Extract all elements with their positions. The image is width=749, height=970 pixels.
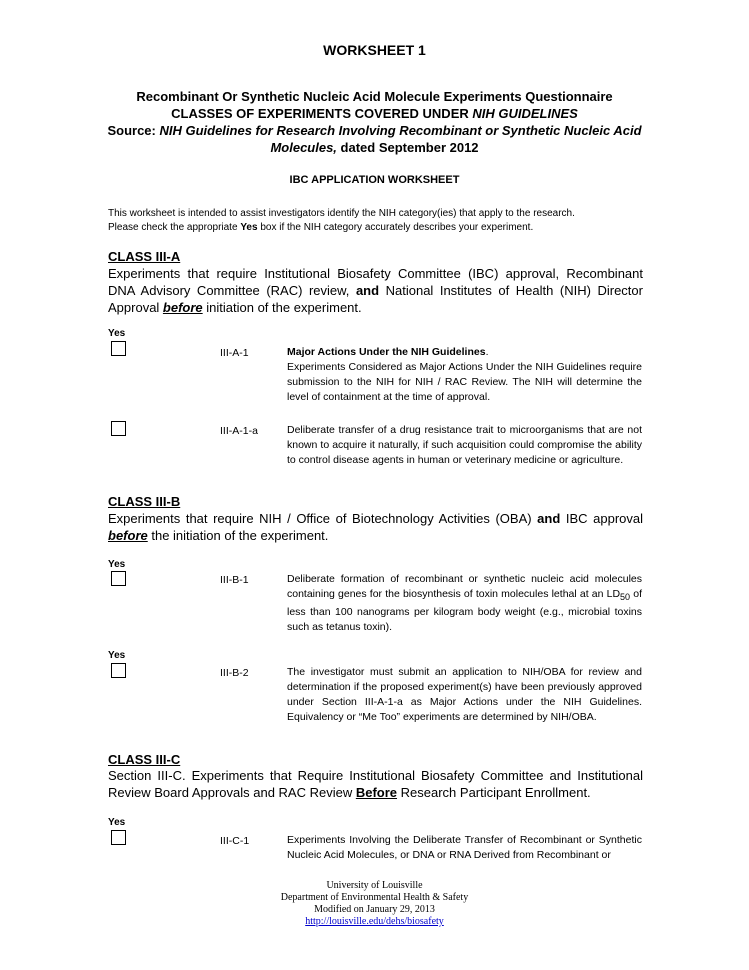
yes-label: Yes: [108, 559, 126, 570]
questionnaire-title: Recombinant Or Synthetic Nucleic Acid Molecule Experiments Questionnaire: [136, 89, 613, 104]
class-b-desc-3: the initiation of the experiment.: [147, 528, 329, 543]
class-b-desc-1: Experiments that require NIH / Office of Biotechnology Activities (OBA): [108, 511, 538, 526]
source-title-end: Molecules,: [270, 140, 337, 155]
intro-line-1: This worksheet is intended to assist investigators identify the NIH category(ies) that apply to the research.: [108, 208, 575, 219]
class-c-desc-1: Section III-C. Experiments that Require Institutional Biosafety Committee and Institutional Review Board Approvals and RAC Review: [108, 768, 643, 800]
intro-line-2: [108, 220, 533, 235]
checkbox-iii-c-1[interactable]: [111, 830, 126, 845]
class-a-desc-3: initiation of the experiment.: [202, 300, 362, 315]
class-iii-c-heading: CLASS III-C: [108, 752, 181, 767]
page-title: WORKSHEET 1: [323, 42, 426, 58]
class-iii-b-heading: CLASS III-B: [108, 494, 181, 509]
class-iii-c-description: [108, 767, 643, 801]
desc-iii-a-1-a: Deliberate transfer of a drug resistance trait to microorganisms that are not known to acquire it naturally, if such acquisition could compromise the ability to control disease agents in human or veterinary medicine or agriculture.: [287, 424, 642, 466]
class-a-before: before: [162, 300, 203, 315]
desc-iii-a-1: [287, 345, 642, 405]
checkbox-iii-b-1[interactable]: [111, 571, 126, 586]
class-iii-a-description: [108, 265, 643, 316]
code-iii-b-1: III-B-1: [220, 574, 249, 586]
yes-label: Yes: [108, 650, 126, 661]
desc-iii-a-1-title-end: .: [485, 346, 489, 358]
desc-iii-b-2: The investigator must submit an application to NIH/OBA for review and determination if the proposed experiment(s) have been previously approved under Section III-A-1-a as Major Actions under the NIH Guidelines. Equivalency or “Me Too” experiments are determined by NIH/OBA.: [287, 666, 642, 723]
source-date-line: [0, 139, 749, 156]
footer-department: Department of Environmental Health & Safety: [280, 892, 469, 903]
intro-yes-bold: Yes: [240, 222, 258, 233]
yes-label: Yes: [108, 328, 126, 339]
class-c-before: Before: [355, 785, 398, 800]
class-iii-a-heading: CLASS III-A: [108, 249, 181, 264]
desc-iii-c-1: Experiments Involving the Deliberate Transfer of Recombinant or Synthetic Nucleic Acid Molecules, or DNA or RNA Derived from Recombinant or: [287, 834, 642, 861]
desc-iii-a-1-title: Major Actions Under the NIH Guidelines: [287, 346, 486, 358]
source-line: [0, 122, 749, 139]
footer-biosafety-link[interactable]: http://louisville.edu/dehs/biosafety: [305, 916, 444, 927]
desc-iii-b-1: [287, 572, 642, 635]
desc-iii-b-1-text-a: Deliberate formation of recombinant or synthetic nucleic acid molecules containing genes for the biosynthesis of toxin molecules lethal at an LD: [287, 573, 642, 600]
checkbox-iii-b-2[interactable]: [111, 663, 126, 678]
class-a-desc-2: National Institutes of Health (NIH) Director Approval: [108, 283, 643, 315]
desc-iii-b-1-text-b: of less than 100 nanograms per kilogram body weight (e.g., microbial toxins such as tetanus toxin).: [287, 588, 642, 634]
class-b-before: before: [108, 528, 148, 543]
class-c-desc-2: Research Participant Enrollment.: [397, 785, 591, 800]
code-iii-a-1: III-A-1: [220, 347, 249, 359]
class-iii-b-description: [108, 510, 643, 544]
footer-link-wrap: [0, 916, 749, 928]
ibc-worksheet-heading: IBC APPLICATION WORKSHEET: [289, 174, 460, 186]
source-title: NIH Guidelines for Research Involving Recombinant or Synthetic Nucleic Acid: [159, 123, 642, 138]
class-a-and: and: [355, 283, 380, 298]
desc-iii-a-1-text: Experiments Considered as Major Actions Under the NIH Guidelines require submission to the NIH for NIH / RAC Review. The NIH will determine the level of containment at the time of approval.: [287, 361, 642, 403]
checkbox-iii-a-1-a[interactable]: [111, 421, 126, 436]
code-iii-a-1-a: III-A-1-a: [220, 425, 258, 437]
code-iii-b-2: III-B-2: [220, 667, 249, 679]
source-date: dated September 2012: [336, 140, 479, 155]
classes-heading: [0, 105, 749, 122]
class-b-and: and: [537, 511, 561, 526]
classes-heading-em: NIH GUIDELINES: [472, 106, 578, 121]
source-label: Source:: [107, 123, 160, 138]
footer: [0, 880, 749, 928]
code-iii-c-1: III-C-1: [220, 835, 250, 847]
classes-heading-text: CLASSES OF EXPERIMENTS COVERED UNDER: [171, 106, 473, 121]
footer-university: University of Louisville: [326, 880, 423, 891]
class-a-desc-1: Experiments that require Institutional Biosafety Committee (IBC) approval, Recombinant DNA Advisory Committee (RAC) review,: [108, 266, 643, 298]
footer-modified-date: Modified on January 29, 2013: [314, 904, 435, 915]
class-b-desc-2: IBC approval: [560, 511, 644, 526]
intro-text-a: Please check the appropriate: [108, 222, 241, 233]
checkbox-iii-a-1[interactable]: [111, 341, 126, 356]
ld50-subscript: 50: [620, 592, 631, 603]
intro-text-b: box if the NIH category accurately describes your experiment.: [257, 222, 534, 233]
yes-label: Yes: [108, 817, 126, 828]
